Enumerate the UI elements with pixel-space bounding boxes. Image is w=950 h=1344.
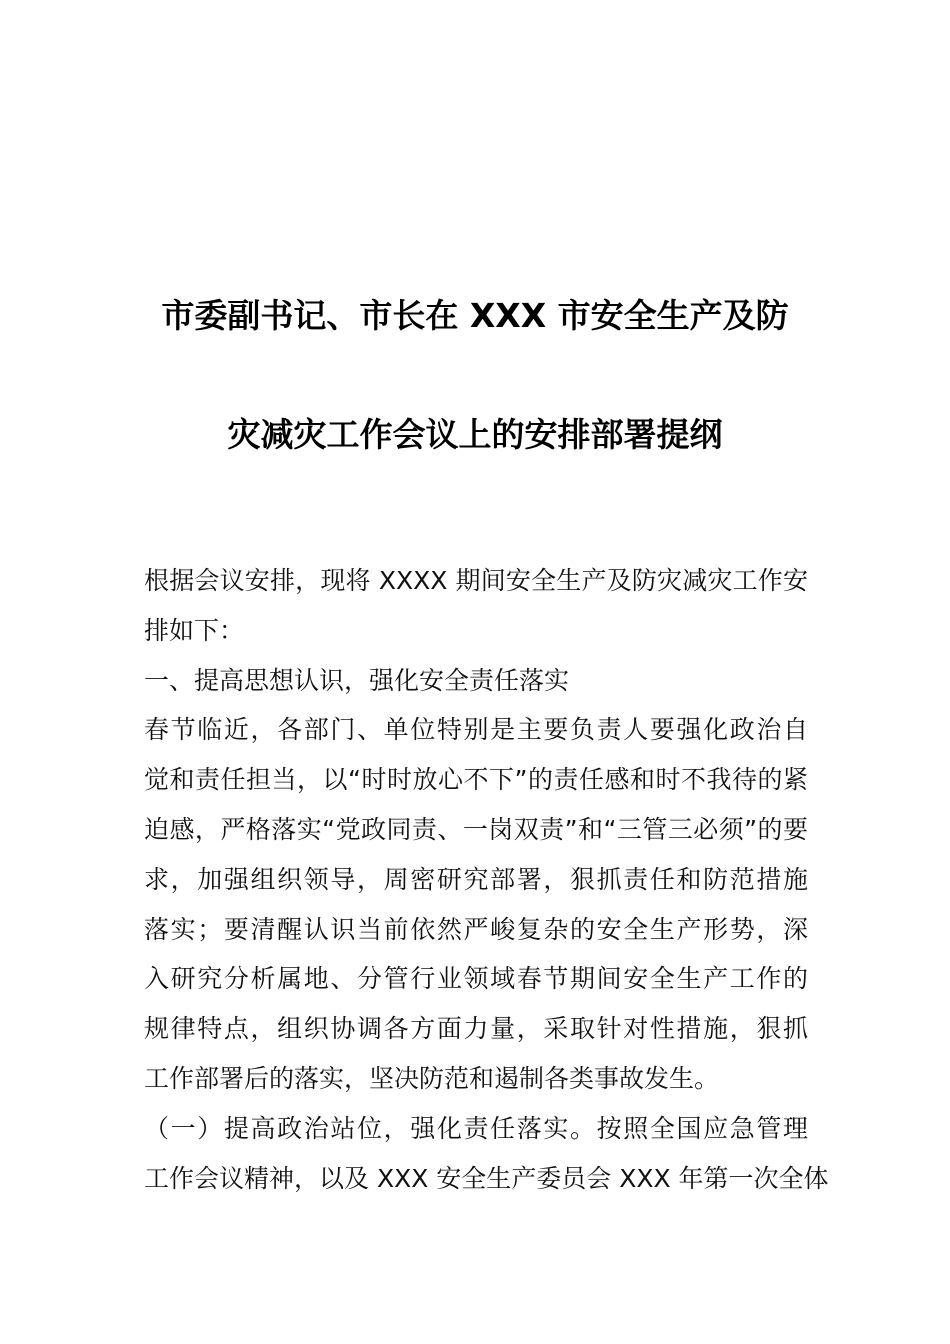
paragraph-line: （一）提高政治站位，强化责任落实。按照全国应急管理 bbox=[144, 1113, 808, 1143]
paragraph-line: 入研究分析属地、分管行业领域春节期间安全生产工作的 bbox=[144, 964, 808, 994]
document-title-line-2: 灾减灾工作会议上的安排部署提纲 bbox=[227, 415, 723, 454]
section-heading: 一、提高思想认识，强化安全责任落实 bbox=[144, 665, 570, 695]
paragraph-line: 落实；要清醒认识当前依然严峻复杂的安全生产形势，深 bbox=[144, 914, 808, 944]
document-title-line-1: 市委副书记、市长在 XXX 市安全生产及防 bbox=[161, 296, 789, 335]
paragraph-line: 工作部署后的落实，坚决防范和遏制各类事故发生。 bbox=[144, 1063, 720, 1093]
paragraph-line: 迫感，严格落实“党政同责、一岗双责”和“三管三必须”的要 bbox=[144, 814, 808, 844]
paragraph-line: 觉和责任担当，以“时时放心不下”的责任感和时不我待的紧 bbox=[144, 765, 808, 795]
paragraph-line: 根据会议安排，现将 XXXX 期间安全生产及防灾减灾工作安 bbox=[144, 566, 808, 595]
paragraph-line: 工作会议精神，以及 XXX 安全生产委员会 XXX 年第一次全体 bbox=[144, 1163, 829, 1193]
paragraph-line: 排如下： bbox=[144, 615, 245, 645]
paragraph-line: 求，加强组织领导，周密研究部署，狠抓责任和防范措施 bbox=[144, 864, 808, 894]
paragraph-line: 规律特点，组织协调各方面力量，采取针对性措施，狠抓 bbox=[144, 1014, 808, 1044]
document-body bbox=[144, 556, 829, 1203]
paragraph-line: 春节临近，各部门、单位特别是主要负责人要强化政治自 bbox=[144, 715, 808, 745]
